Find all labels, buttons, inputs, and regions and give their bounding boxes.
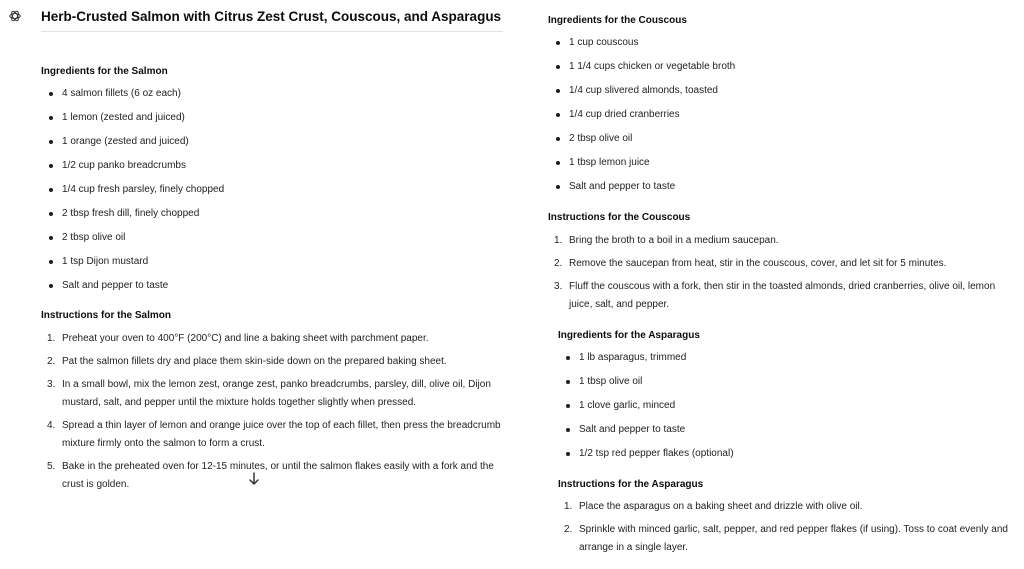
list-item: 2 tbsp fresh dill, finely chopped <box>41 208 501 232</box>
list-item: 1. Bring the broth to a boil in a medium saucepan. <box>554 235 779 246</box>
list-item: 4 salmon fillets (6 oz each) <box>41 88 501 112</box>
list-item: 1/4 cup slivered almonds, toasted <box>548 85 1008 109</box>
right-column <box>530 0 1024 569</box>
list-item: 3. In a small bowl, mix the lemon zest, orange zest, panko breadcrumbs, parsley, dill, olive oil, Dijon mustard, salt, and pepper until the mixture holds together slightly when pressed. <box>47 379 491 408</box>
list-item: 1/2 cup panko breadcrumbs <box>41 160 501 184</box>
arrow-down-icon[interactable] <box>248 472 260 486</box>
asparagus-ingredients-heading: Ingredients for the Asparagus <box>558 330 700 341</box>
list-item: Salt and pepper to taste <box>41 280 501 304</box>
list-item: 1 lemon (zested and juiced) <box>41 112 501 136</box>
assistant-logo-icon <box>8 9 22 23</box>
list-item: 2. Sprinkle with minced garlic, salt, pepper, and red pepper flakes (if using). Toss to coat evenly and arrange in a single layer. <box>564 524 1008 553</box>
couscous-ingredients-list <box>548 37 1008 205</box>
list-item: 1/4 cup dried cranberries <box>548 109 1008 133</box>
list-item: 4. Spread a thin layer of lemon and orange juice over the top of each fillet, then press the breadcrumb mixture firmly onto the salmon to form a crust. <box>47 420 501 449</box>
couscous-ingredients-heading: Ingredients for the Couscous <box>548 15 687 26</box>
list-item: Salt and pepper to taste <box>558 424 1008 448</box>
asparagus-ingredients-list <box>558 352 1008 472</box>
list-item: Salt and pepper to taste <box>548 181 1008 205</box>
list-item: 2. Remove the saucepan from heat, stir in the couscous, cover, and let sit for 5 minutes. <box>554 258 947 269</box>
salmon-ingredients-heading: Ingredients for the Salmon <box>41 66 168 77</box>
list-item: 2 tbsp olive oil <box>548 133 1008 157</box>
list-item: 1 1/4 cups chicken or vegetable broth <box>548 61 1008 85</box>
title-divider <box>41 31 503 32</box>
couscous-instructions-list <box>548 232 998 314</box>
list-item: 1. Preheat your oven to 400°F (200°C) and line a baking sheet with parchment paper. <box>47 333 429 344</box>
recipe-title: Herb-Crusted Salmon with Citrus Zest Crust, Couscous, and Asparagus <box>41 9 502 24</box>
list-item: 1 orange (zested and juiced) <box>41 136 501 160</box>
salmon-ingredients-list <box>41 88 501 304</box>
list-item: 1. Place the asparagus on a baking sheet and drizzle with olive oil. <box>564 501 863 512</box>
list-item: 2. Pat the salmon fillets dry and place them skin-side down on the prepared baking sheet. <box>47 356 447 367</box>
list-item: 5. Bake in the preheated oven for 12-15 minutes, or until the salmon flakes easily with a fork and the crust is golden. <box>47 461 494 490</box>
salmon-instructions-heading: Instructions for the Salmon <box>41 310 172 321</box>
list-item: 2 tbsp olive oil <box>41 232 501 256</box>
list-item: 1 tbsp lemon juice <box>548 157 1008 181</box>
asparagus-instructions-list <box>558 498 1020 557</box>
list-item: 3. Fluff the couscous with a fork, then stir in the toasted almonds, dried cranberries, olive oil, lemon juice, salt, and pepper. <box>554 281 996 310</box>
list-item: 1 clove garlic, minced <box>558 400 1008 424</box>
couscous-instructions-heading: Instructions for the Couscous <box>548 212 691 223</box>
list-item: 1 lb asparagus, trimmed <box>558 352 1008 376</box>
list-item: 1 tsp Dijon mustard <box>41 256 501 280</box>
salmon-instructions-list <box>41 330 506 494</box>
list-item: 1/4 cup fresh parsley, finely chopped <box>41 184 501 208</box>
list-item: 1/2 tsp red pepper flakes (optional) <box>558 448 1008 472</box>
list-item: 1 cup couscous <box>548 37 1008 61</box>
asparagus-instructions-heading: Instructions for the Asparagus <box>558 479 704 490</box>
list-item: 1 tbsp olive oil <box>558 376 1008 400</box>
